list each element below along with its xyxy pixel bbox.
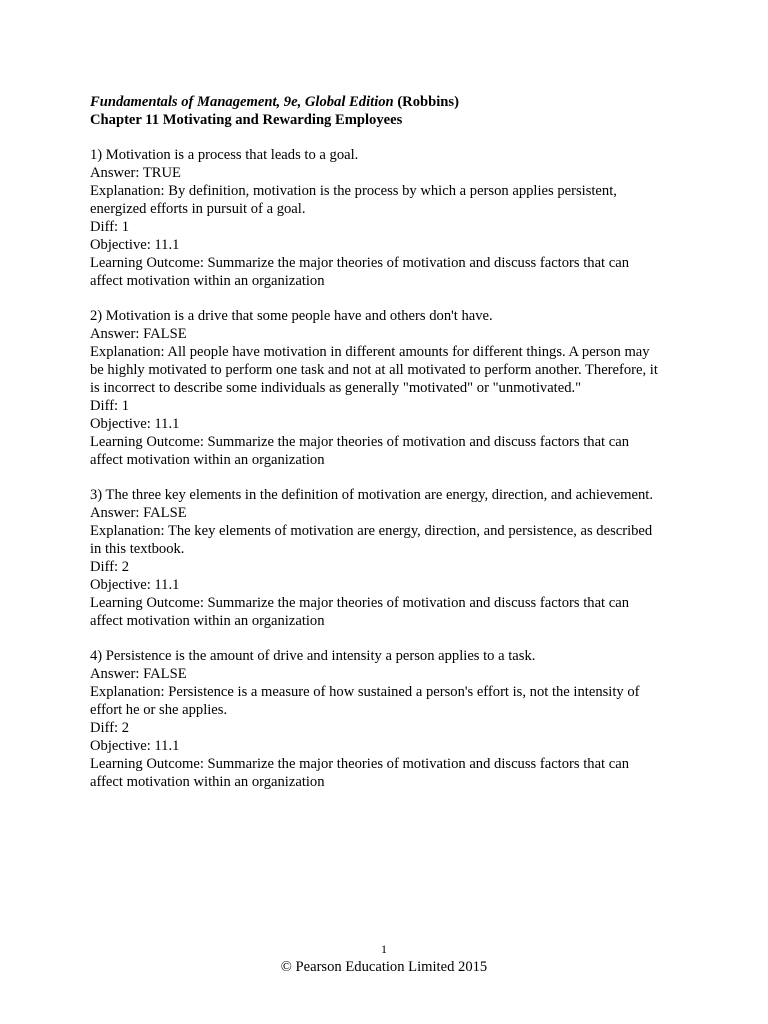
question-item — [90, 647, 690, 791]
book-title: Fundamentals of Management, 9e, Global Edition — [90, 94, 394, 110]
objective-line: Objective: 11.1 — [90, 738, 180, 754]
learning-outcome-line: affect motivation within an organization — [90, 774, 325, 790]
answer-line: Answer: FALSE — [90, 505, 187, 521]
page-number: 1 — [381, 942, 387, 956]
learning-outcome-line: affect motivation within an organization — [90, 452, 325, 468]
learning-outcome-line: affect motivation within an organization — [90, 273, 325, 289]
explanation-line: Explanation: By definition, motivation is the process by which a person applies persistent, — [90, 183, 617, 199]
explanation-line: Explanation: All people have motivation in different amounts for different things. A person may — [90, 344, 650, 360]
difficulty-line: Diff: 2 — [90, 720, 130, 736]
question-list — [90, 146, 690, 791]
question-item — [90, 307, 690, 469]
question-text: 1) Motivation is a process that leads to a goal. — [90, 147, 359, 163]
objective-line: Objective: 11.1 — [90, 237, 180, 253]
explanation-line: energized efforts in pursuit of a goal. — [90, 201, 306, 217]
explanation-line: Explanation: The key elements of motivation are energy, direction, and persistence, as described — [90, 523, 653, 539]
chapter-title: Chapter 11 Motivating and Rewarding Employees — [90, 112, 403, 128]
explanation-line: effort he or she applies. — [90, 702, 228, 718]
question-text: 2) Motivation is a drive that some people have and others don't have. — [90, 308, 493, 324]
answer-line: Answer: TRUE — [90, 165, 181, 181]
copyright-notice: © Pearson Education Limited 2015 — [280, 959, 488, 975]
explanation-line: in this textbook. — [90, 541, 185, 557]
question-text: 4) Persistence is the amount of drive and intensity a person applies to a task. — [90, 648, 536, 664]
answer-line: Answer: FALSE — [90, 326, 187, 342]
answer-line: Answer: FALSE — [90, 666, 187, 682]
objective-line: Objective: 11.1 — [90, 577, 180, 593]
explanation-line: Explanation: Persistence is a measure of how sustained a person's effort is, not the intensity of — [90, 684, 640, 700]
learning-outcome-line: Learning Outcome: Summarize the major theories of motivation and discuss factors that can — [90, 434, 629, 450]
document-header — [90, 93, 690, 129]
objective-line: Objective: 11.1 — [90, 416, 180, 432]
learning-outcome-line: Learning Outcome: Summarize the major theories of motivation and discuss factors that can — [90, 756, 629, 772]
learning-outcome-line: affect motivation within an organization — [90, 613, 325, 629]
explanation-line: be highly motivated to perform one task and not at all motivated to perform another. Therefore, it — [90, 362, 658, 378]
difficulty-line: Diff: 1 — [90, 219, 130, 235]
book-title-line — [90, 93, 690, 111]
learning-outcome-line: Learning Outcome: Summarize the major theories of motivation and discuss factors that can — [90, 255, 629, 271]
question-text: 3) The three key elements in the definition of motivation are energy, direction, and achievement. — [90, 487, 654, 503]
question-item — [90, 486, 690, 630]
explanation-line: is incorrect to describe some individuals as generally "motivated" or "unmotivated." — [90, 380, 582, 396]
question-item — [90, 146, 690, 290]
difficulty-line: Diff: 2 — [90, 559, 130, 575]
difficulty-line: Diff: 1 — [90, 398, 130, 414]
learning-outcome-line: Learning Outcome: Summarize the major theories of motivation and discuss factors that can — [90, 595, 629, 611]
book-author: (Robbins) — [393, 94, 459, 110]
